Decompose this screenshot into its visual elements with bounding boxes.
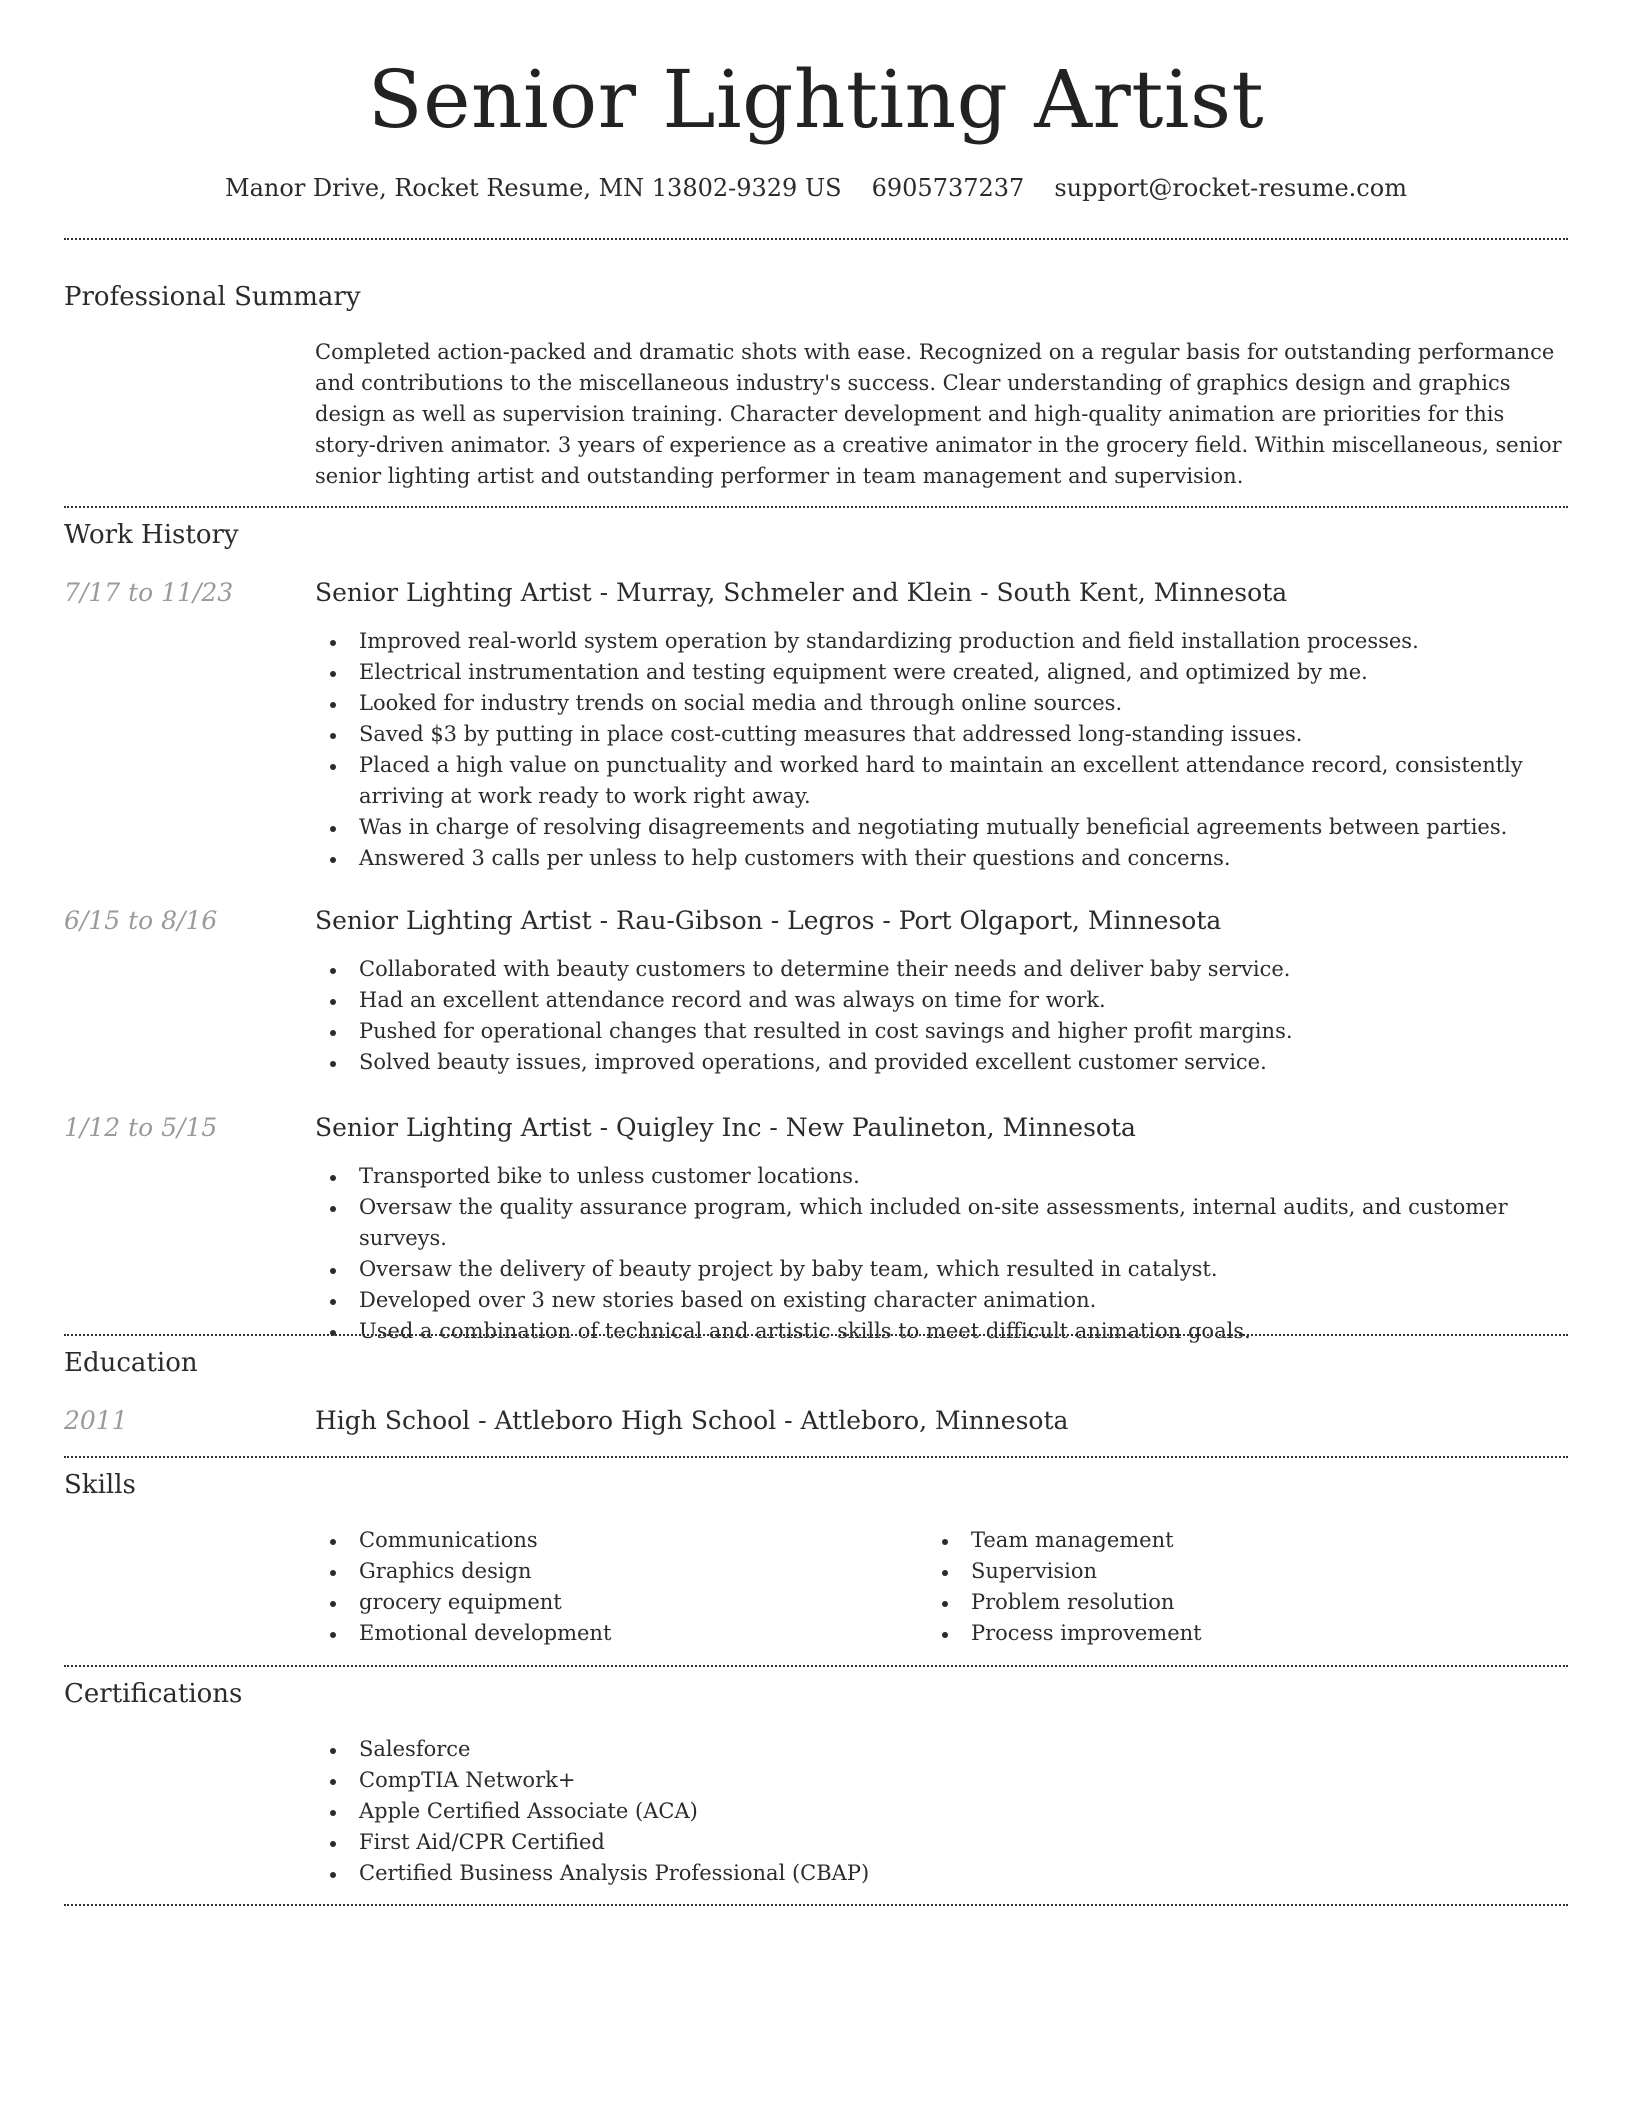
skill-item: Graphics design [315,1556,915,1587]
education-heading: Education [64,1348,198,1378]
contact-address: Manor Drive, Rocket Resume, MN 13802-9329 US [225,174,842,202]
skill-item: Communications [315,1525,915,1556]
certifications-list [315,1734,1565,1889]
job-dates: 1/12 to 5/15 [64,1113,218,1142]
skill-item: Team management [927,1525,1527,1556]
certification-item: First Aid/CPR Certified [315,1827,1565,1858]
job-bullets [315,1161,1565,1347]
skill-item: Problem resolution [927,1587,1527,1618]
job-bullet: Electrical instrumentation and testing equipment were created, aligned, and optimized by me. [315,657,1565,688]
job-bullet: Oversaw the quality assurance program, which included on-site assessments, internal audits, and customer surveys. [315,1192,1565,1254]
education-year: 2011 [64,1406,128,1435]
contact-line [64,170,1568,206]
certification-item: CompTIA Network+ [315,1765,1565,1796]
certification-item: Apple Certified Associate (ACA) [315,1796,1565,1827]
contact-email: support@rocket-resume.com [1054,174,1407,202]
skills-list-right [927,1525,1527,1649]
section-divider [64,238,1568,240]
resume-page [64,0,1568,2112]
job-bullets [315,626,1565,874]
job-bullet: Collaborated with beauty customers to determine their needs and deliver baby service. [315,954,1565,985]
job-dates: 7/17 to 11/23 [64,578,234,607]
job-dates: 6/15 to 8/16 [64,906,218,935]
skill-item: Supervision [927,1556,1527,1587]
section-divider [64,1904,1568,1906]
candidate-name: Senior Lighting Artist [367,53,1265,146]
job-bullet: Pushed for operational changes that resulted in cost savings and higher profit margins. [315,1016,1565,1047]
skills-list-left [315,1525,915,1649]
skill-item: grocery equipment [315,1587,915,1618]
job-bullet: Transported bike to unless customer locations. [315,1161,1565,1192]
job-bullet: Improved real-world system operation by standardizing production and field installation processes. [315,626,1565,657]
job-bullet: Used a combination of technical and artistic skills to meet difficult animation goals. [315,1316,1565,1347]
job-bullet: Developed over 3 new stories based on existing character animation. [315,1285,1565,1316]
job-title: Senior Lighting Artist - Quigley Inc - New Paulineton, Minnesota [315,1113,1136,1142]
job-bullets [315,954,1565,1078]
job-title: Senior Lighting Artist - Murray, Schmeler and Klein - South Kent, Minnesota [315,578,1288,607]
job-bullet: Answered 3 calls per unless to help customers with their questions and concerns. [315,843,1565,874]
education-entry: High School - Attleboro High School - Attleboro, Minnesota [315,1406,1069,1435]
skill-item: Process improvement [927,1618,1527,1649]
job-bullet: Was in charge of resolving disagreements and negotiating mutually beneficial agreements between parties. [315,812,1565,843]
job-bullet: Looked for industry trends on social media and through online sources. [315,688,1565,719]
section-divider [64,1456,1568,1458]
job-bullet: Placed a high value on punctuality and worked hard to maintain an excellent attendance record, consistently arriving at work ready to work right away. [315,750,1565,812]
summary-text: Completed action-packed and dramatic shots with ease. Recognized on a regular basis for outstanding performance and contributions to the miscellaneous industry's success. Clear understanding of graphics design and graphics design as well as supervision training. Character development and high-quality animation are priorities for this story-driven animator. 3 years of experience as a creative animator in the grocery field. Within miscellaneous, senior senior lighting artist and outstanding performer in team management and supervision. [315,340,1562,488]
certifications-heading: Certifications [64,1679,243,1709]
job-title: Senior Lighting Artist - Rau-Gibson - Legros - Port Olgaport, Minnesota [315,906,1222,935]
section-divider [64,506,1568,508]
skills-heading: Skills [64,1470,136,1500]
contact-phone: 6905737237 [871,174,1025,202]
certification-item: Certified Business Analysis Professional (CBAP) [315,1858,1565,1889]
job-bullet: Had an excellent attendance record and was always on time for work. [315,985,1565,1016]
section-divider [64,1665,1568,1667]
job-bullet: Solved beauty issues, improved operations, and provided excellent customer service. [315,1047,1565,1078]
summary-heading: Professional Summary [64,282,361,312]
work-history-heading: Work History [64,520,239,550]
section-divider [64,1334,1568,1336]
job-bullet: Saved $3 by putting in place cost-cutting measures that addressed long-standing issues. [315,719,1565,750]
job-bullet: Oversaw the delivery of beauty project by baby team, which resulted in catalyst. [315,1254,1565,1285]
skill-item: Emotional development [315,1618,915,1649]
certification-item: Salesforce [315,1734,1565,1765]
